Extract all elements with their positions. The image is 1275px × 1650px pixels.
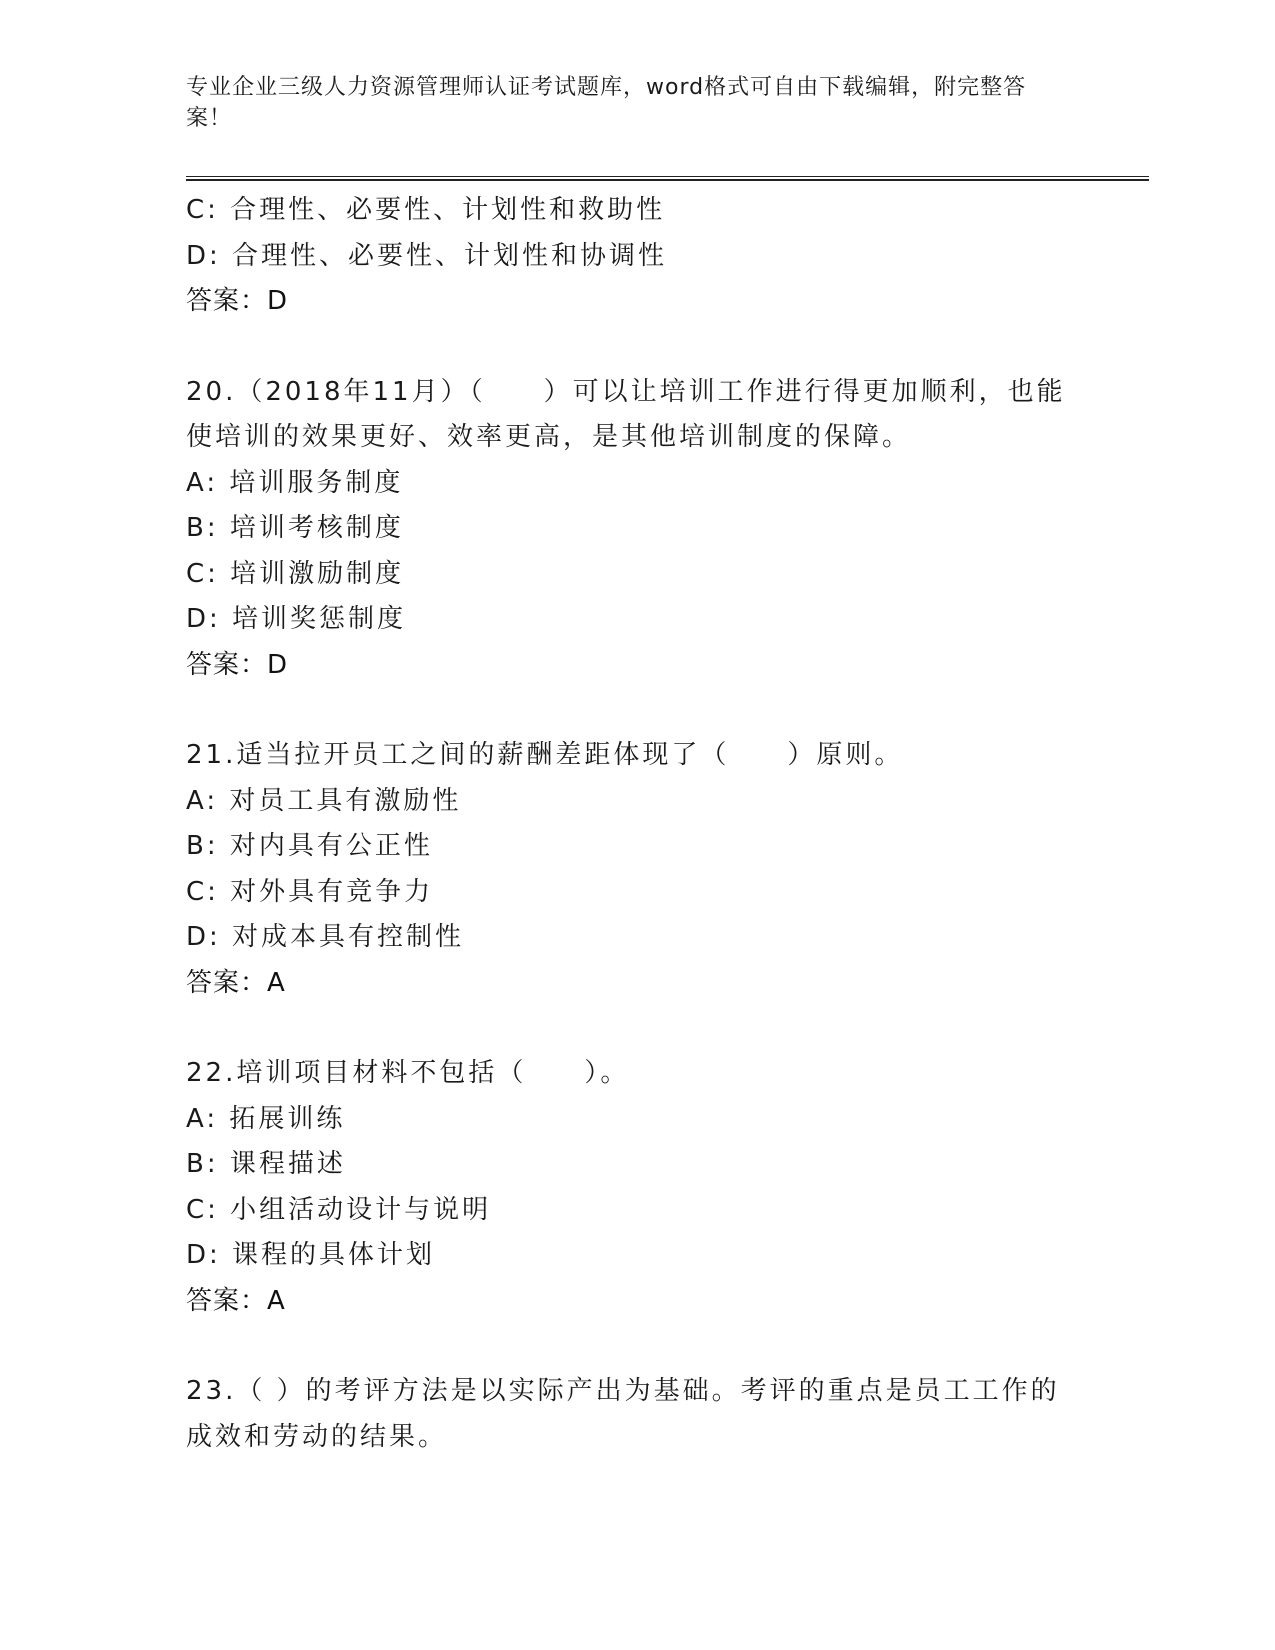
option-b: B: 课程描述 bbox=[186, 1149, 346, 1179]
option-b: B: 培训考核制度 bbox=[186, 513, 404, 543]
question-text: 23.（ ）的考评方法是以实际产出为基础。考评的重点是员工工作的 bbox=[186, 1376, 1060, 1406]
question-block bbox=[186, 370, 1086, 689]
question-block bbox=[186, 733, 1086, 1006]
option-d: D: 对成本具有控制性 bbox=[186, 922, 465, 952]
question-text: 20.（2018年11月）（ ）可以让培训工作进行得更加顺利，也能 bbox=[186, 376, 1066, 407]
question-block bbox=[186, 1051, 1086, 1324]
option-c: C: 对外具有竞争力 bbox=[186, 876, 434, 907]
question-block bbox=[186, 1369, 1086, 1460]
option-d: D: 课程的具体计划 bbox=[186, 1240, 436, 1270]
question-text: 使培训的效果更好、效率更高，是其他培训制度的保障。 bbox=[186, 422, 912, 452]
question-text: 22.培训项目材料不包括（ ）。 bbox=[186, 1058, 630, 1088]
question-list bbox=[186, 188, 1086, 1460]
question-text: 成效和劳动的结果。 bbox=[186, 1421, 448, 1452]
option-d: D: 培训奖惩制度 bbox=[186, 604, 407, 634]
option-a: A: 拓展训练 bbox=[186, 1103, 346, 1134]
answer-line: 答案：A bbox=[186, 967, 286, 998]
option-c: C: 培训激励制度 bbox=[186, 558, 405, 589]
answer-line: 答案：D bbox=[186, 649, 289, 680]
option-a: A: 培训服务制度 bbox=[186, 467, 404, 498]
answer-line: 答案：D bbox=[186, 286, 289, 316]
page-header: 专业企业三级人力资源管理师认证考试题库，word格式可自由下载编辑，附完整答案！ bbox=[186, 75, 1027, 131]
option-d: D: 合理性、必要性、计划性和协调性 bbox=[186, 240, 668, 271]
answer-line: 答案：A bbox=[186, 1285, 286, 1316]
option-b: B: 对内具有公正性 bbox=[186, 831, 433, 861]
option-c: C: 合理性、必要性、计划性和救助性 bbox=[186, 195, 666, 225]
question-block bbox=[186, 188, 1086, 325]
header-divider bbox=[186, 176, 1149, 181]
option-a: A: 对员工具有激励性 bbox=[186, 785, 462, 816]
question-text: 21.适当拉开员工之间的薪酬差距体现了（ ）原则。 bbox=[186, 740, 904, 770]
option-c: C: 小组活动设计与说明 bbox=[186, 1194, 492, 1225]
